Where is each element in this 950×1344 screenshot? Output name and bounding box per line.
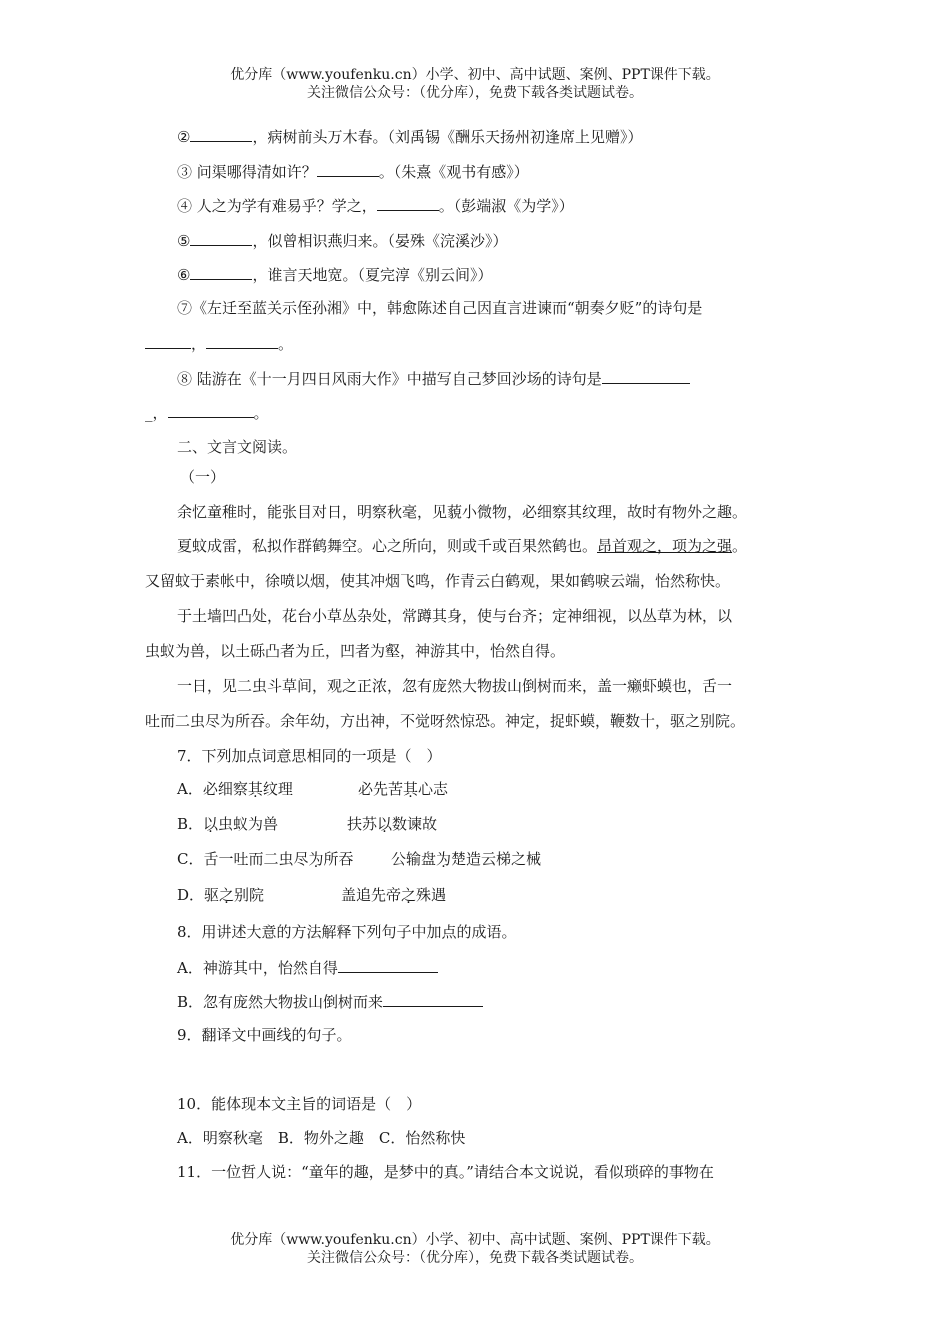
passage-paragraph-1: 余忆童稚时，能张目对日，明察秋毫，见藐小微物，必细察其纹理，故时有物外之趣。 — [177, 503, 748, 521]
answer-blank[interactable] — [377, 195, 439, 211]
underlined-sentence: 昂首观之，项为之强 — [597, 537, 733, 555]
q7-option-b-pair — [347, 814, 437, 834]
answer-blank[interactable] — [190, 264, 252, 280]
option-text: 数谏故 — [392, 815, 438, 833]
answer-blank[interactable] — [602, 368, 690, 384]
answer-blank[interactable] — [190, 126, 252, 142]
header-line-2: 关注微信公众号：（优分库），免费下载各类试题试卷。 — [307, 85, 643, 101]
header-line-1: 优分库（www.youfenku.cn）小学、初中、高中试题、案例、PPT课件下载。 — [230, 67, 720, 83]
option-text: 别院 — [234, 886, 265, 904]
option-text: 盖追先帝 — [341, 886, 402, 904]
answer-blank[interactable] — [383, 991, 483, 1007]
passage-paragraph-3: 于土墙凹凸处，花台小草丛杂处，常蹲其身，使与台齐；定神细视，以丛草为林，以 — [177, 607, 733, 625]
option-text: D．驱 — [177, 886, 220, 904]
option-text: 必先苦 — [358, 780, 404, 798]
dotted-word: 为 — [436, 850, 452, 868]
passage-text: 夏蚊成雷，私拟作群鹤舞空。心之所向，则或千或百果然鹤也。 — [177, 537, 598, 555]
page-footer — [0, 1231, 950, 1267]
answer-blank[interactable] — [317, 161, 379, 177]
dotted-word: 其 — [403, 780, 419, 798]
q3-prefix: ③ 问渠哪得清如许？ — [177, 163, 317, 181]
q7-option-b[interactable] — [177, 814, 278, 834]
option-text: 公输盘 — [391, 850, 437, 868]
q2-text: ，病树前头万木春。（刘禹锡《酬乐天扬州初逢席上见赠》） — [252, 128, 643, 146]
section-subtitle: （一） — [180, 468, 226, 486]
poetry-q3 — [177, 161, 529, 182]
q7-text: ⑦《左迁至蓝关示侄孙湘》中，韩愈陈述自己因直言进谏而“朝奏夕贬”的诗句是 — [177, 299, 703, 317]
q8-end: 。 — [253, 404, 269, 422]
poetry-q7-answer — [145, 333, 293, 354]
q6-text: ，谁言天地宽。（夏完淳《别云间》） — [252, 266, 493, 284]
option-text: C．舌一吐而二虫尽 — [177, 850, 309, 868]
q4-prefix: ④ 人之为学有难易乎？学之， — [177, 197, 377, 215]
option-text: 扶苏 — [347, 815, 378, 833]
option-text: 纹理 — [262, 780, 293, 798]
q7-option-d-pair — [341, 885, 446, 905]
q7-separator: ， — [191, 335, 207, 353]
section-title: 二、文言文阅读。 — [177, 438, 298, 456]
poetry-q8-answer — [145, 402, 269, 423]
passage-paragraph-3-cont: 虫蚁为兽，以土砾凸者为丘，凹者为壑，神游其中，怡然自得。 — [145, 642, 566, 660]
q6-prefix: ⑥ — [177, 266, 191, 284]
q8-continuation: _， — [145, 404, 168, 422]
answer-blank[interactable] — [338, 957, 438, 973]
option-text: 心志 — [418, 780, 449, 798]
q5-prefix: ⑤ — [177, 232, 191, 250]
q7-option-a-pair — [358, 779, 448, 799]
q7-option-c[interactable] — [177, 849, 354, 869]
q3-text: 。（朱熹《观书有感》） — [378, 163, 529, 181]
question-10: 10．能体现本文主旨的词语是（ ） — [177, 1095, 422, 1113]
passage-text: 。 — [732, 537, 748, 555]
q4-text: 。（彭端淑《为学》） — [438, 197, 574, 215]
option-text: 楚造云梯之械 — [451, 850, 542, 868]
option-text: A．必细察 — [177, 780, 248, 798]
option-text: 所吞 — [323, 850, 354, 868]
option-text: 殊遇 — [416, 886, 447, 904]
q7-end: 。 — [278, 335, 294, 353]
footer-line-1: 优分库（www.youfenku.cn）小学、初中、高中试题、案例、PPT课件下载。 — [230, 1232, 720, 1248]
question-9: 9．翻译文中画线的句子。 — [177, 1026, 352, 1044]
q7-option-a[interactable] — [177, 779, 293, 799]
q8-part-a — [177, 957, 438, 978]
passage-paragraph-4: 一日，见二虫斗草间，观之正浓，忽有庞然大物拔山倒树而来，盖一癞虾蟆也，舌一 — [177, 677, 733, 695]
poetry-q7 — [177, 298, 702, 318]
answer-blank[interactable] — [190, 230, 252, 246]
poetry-q8 — [177, 368, 690, 389]
q5-text: ，似曾相识燕归来。（晏殊《浣溪沙》） — [252, 232, 508, 250]
q10-options[interactable]: A．明察秋毫 B．物外之趣 C．怡然称快 — [177, 1129, 466, 1147]
poetry-q4 — [177, 195, 574, 216]
poetry-q6 — [177, 264, 492, 285]
answer-blank[interactable] — [168, 402, 254, 418]
option-text: B． — [177, 815, 204, 833]
q8b-text: B．忽有庞然大物拔山倒树而来 — [177, 993, 384, 1011]
passage-paragraph-2-cont: 又留蚊于素帐中，徐喷以烟，使其冲烟飞鸣，作青云白鹤观，果如鹤唳云端，怡然称快。 — [145, 572, 731, 590]
footer-line-2: 关注微信公众号：（优分库），免费下载各类试题试卷。 — [307, 1250, 643, 1266]
dotted-word: 以 — [377, 815, 393, 833]
q7-option-d[interactable] — [177, 885, 264, 905]
answer-blank[interactable] — [145, 333, 191, 349]
q8-text: ⑧ 陆游在《十一月四日风雨大作》中描写自己梦回沙场的诗句是 — [177, 370, 602, 388]
dotted-word: 为 — [308, 850, 324, 868]
dotted-word: 之 — [219, 886, 235, 904]
question-8: 8．用讲述大意的方法解释下列句子中加点的成语。 — [177, 923, 517, 941]
answer-blank[interactable] — [206, 333, 278, 349]
passage-paragraph-2 — [177, 536, 747, 556]
dotted-word: 其 — [247, 780, 263, 798]
passage-paragraph-4-cont: 吐而二虫尽为所吞。余年幼，方出神，不觉呀然惊恐。神定，捉虾蟆，鞭数十，驱之别院。 — [145, 712, 746, 730]
dotted-word: 以 — [203, 815, 219, 833]
q8a-text: A．神游其中，怡然自得 — [177, 959, 338, 977]
q8-part-b — [177, 991, 483, 1012]
page-header — [0, 66, 950, 102]
q7-option-c-pair — [391, 849, 541, 869]
poetry-q2 — [177, 126, 642, 147]
option-text: 虫蚁为兽 — [218, 815, 279, 833]
dotted-word: 之 — [401, 886, 417, 904]
poetry-q5 — [177, 230, 507, 251]
q2-prefix: ② — [177, 128, 191, 146]
question-7: 7．下列加点词意思相同的一项是（ ） — [177, 747, 442, 765]
question-11: 11．一位哲人说：“童年的趣，是梦中的真。”请结合本文说说，看似琐碎的事物在 — [177, 1163, 714, 1181]
